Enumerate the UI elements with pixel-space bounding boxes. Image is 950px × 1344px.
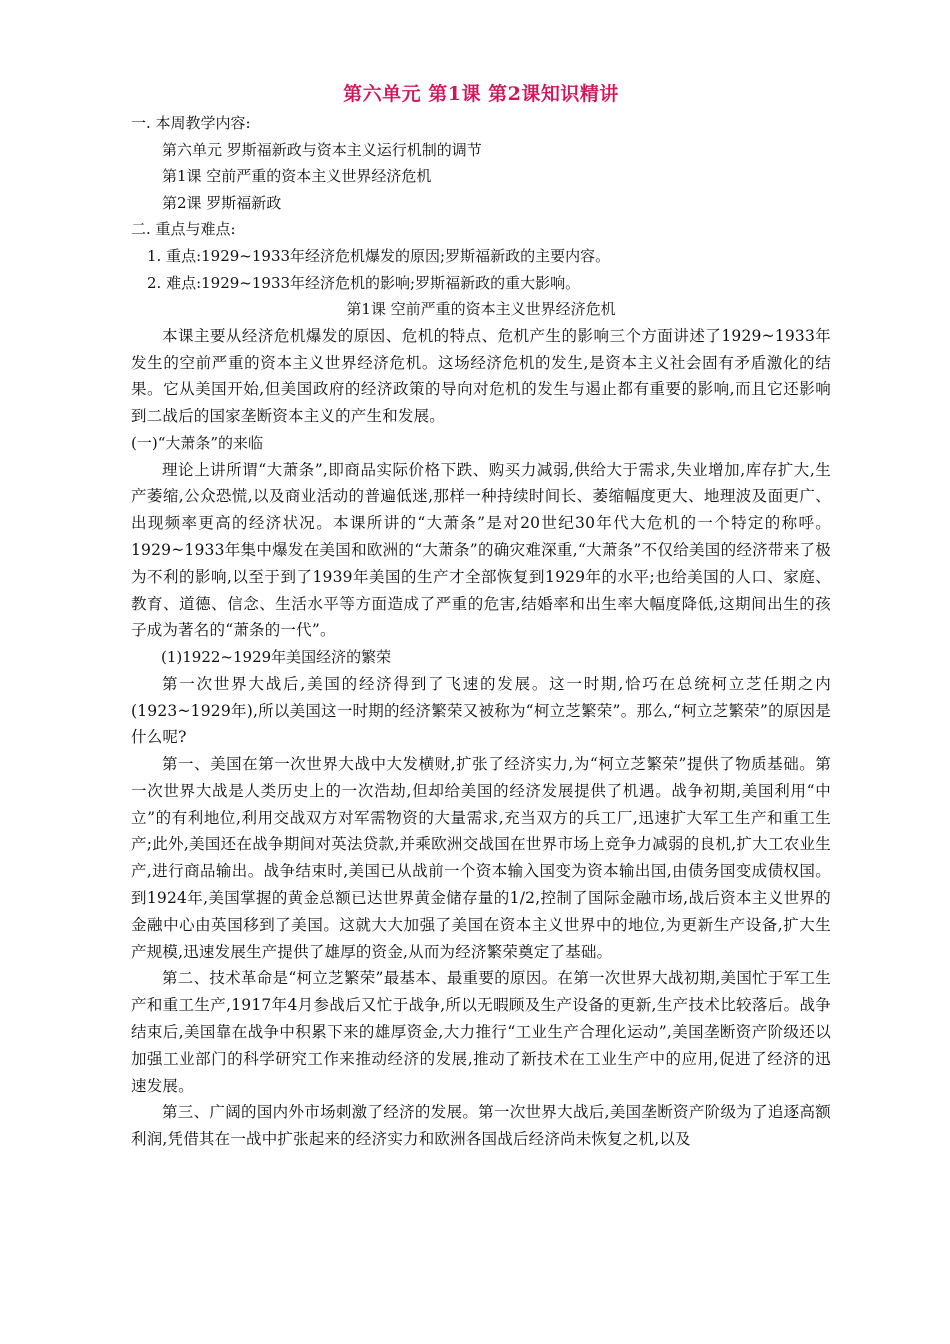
content-item: 第六单元 罗斯福新政与资本主义运行机制的调节: [162, 140, 482, 159]
prosperity-paragraph: 第一次世界大战后,美国的经济得到了飞速的发展。这一时期,恰巧在总统柯立芝任期之内(1923~1929年),所以美国这一时期的经济繁荣又被称为“柯立芝繁荣”。那么,“柯立芝繁荣”的原因是什么呢?: [131, 674, 831, 747]
section-key-points: [131, 216, 831, 296]
section-heading: 一. 本周教学内容:: [131, 114, 251, 132]
lesson-title: 第1课 空前严重的资本主义世界经济危机: [346, 300, 616, 319]
content-item: 第1课 空前严重的资本主义世界经济危机: [162, 167, 432, 186]
intro-paragraph: 本课主要从经济危机爆发的原因、危机的特点、危机产生的影响三个方面讲述了1929~1933年发生的空前严重的资本主义世界经济危机。这场经济危机的发生,是资本主义社会固有矛盾激化的结果。它从美国开始,但美国政府的经济政策的导向对危机的发生与遏止都有重要的影响,而且它还影响到二战后的国家垄断资本主义的产生和发展。: [131, 326, 831, 426]
document-title: 第六单元 第1课 第2课知识精讲: [343, 83, 619, 105]
section-teaching-content: [131, 110, 831, 216]
reason-paragraph-2: 第二、技术革命是“柯立芝繁荣”最基本、最重要的原因。在第一次世界大战初期,美国忙于军工生产和重工生产,1917年4月参战后又忙于战争,所以无暇顾及生产设备的更新,生产技术比较落后。战争结束后,美国靠在战争中积累下来的雄厚资金,大力推行“工业生产合理化运动”,美国垄断资产阶级还以加强工业部门的科学研究工作来推动经济的发展,推动了新技术在工业生产中的应用,促进了经济的迅速发展。: [131, 969, 831, 1095]
part-heading: (一)“大萧条”的来临: [131, 433, 264, 452]
great-depression-paragraph: 理论上讲所谓“大萧条”,即商品实际价格下跌、购买力减弱,供给大于需求,失业增加,库存扩大,生产萎缩,公众恐慌,以及商业活动的普遍低迷,那样一种持续时间长、萎缩幅度更大、地理波及面更广、出现频率更高的经济状况。本课所讲的“大萧条”是对20世纪30年代大危机的一个特定的称呼。1929~1933年集中爆发在美国和欧洲的“大萧条”的确灾难深重,“大萧条”不仅给美国的经济带来了极为不利的影响,以至于到了1939年美国的生产才全部恢复到1929年的水平;也给美国的人口、家庭、教育、道德、信念、生活水平等方面造成了严重的危害,结婚率和出生率大幅度降低,这期间出生的孩子成为著名的“萧条的一代”。: [131, 460, 831, 640]
key-point-item: 1. 重点:1929~1933年经济危机爆发的原因;罗斯福新政的主要内容。: [147, 246, 611, 265]
section-heading: 二. 重点与难点:: [131, 220, 236, 239]
reason-paragraph-1: 第一、美国在第一次世界大战中大发横财,扩张了经济实力,为“柯立芝繁荣”提供了物质基础。第一次世界大战是人类历史上的一次浩劫,但却给美国的经济发展提供了机遇。战争初期,美国利用“中立”的有利地位,利用交战双方对军需物资的大量需求,充当双方的兵工厂,迅速扩大军工生产和重工生产;此外,美国还在战争期间对英法贷款,并乘欧洲交战国在世界市场上竞争力减弱的良机,扩大工农业生产,进行商品输出。战争结束时,美国已从战前一个资本输入国变为资本输出国,由债务国变成债权国。到1924年,美国掌握的黄金总额已达世界黄金储存量的1/2,控制了国际金融市场,战后资本主义世界的金融中心由英国移到了美国。这就大大加强了美国在资本主义世界中的地位,为更新生产设备,扩大生产规模,迅速发展生产提供了雄厚的资金,从而为经济繁荣奠定了基础。: [131, 755, 831, 961]
reason-paragraph-3: 第三、广阔的国内外市场刺激了经济的发展。第一次世界大战后,美国垄断资产阶级为了追逐高额利润,凭借其在一战中扩张起来的经济实力和欧洲各国战后经济尚未恢复之机,以及: [131, 1103, 831, 1149]
content-item: 第2课 罗斯福新政: [162, 193, 282, 212]
difficulty-item: 2. 难点:1929~1933年经济危机的影响;罗斯福新政的重大影响。: [147, 273, 581, 292]
document-page: [131, 78, 831, 1153]
subsection-heading: (1)1922~1929年美国经济的繁荣: [161, 648, 392, 667]
